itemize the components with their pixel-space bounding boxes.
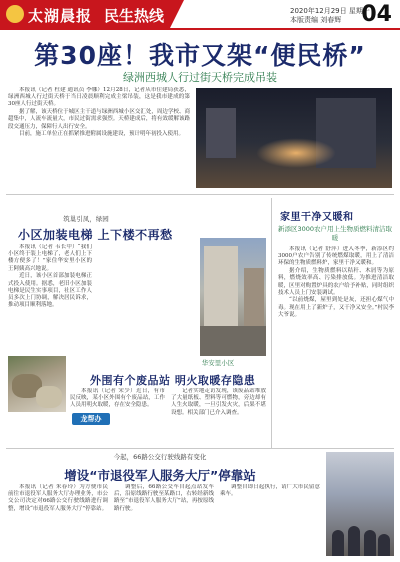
bottom-story-kicker: 今起，66路公交行驶线路有变化 (113, 453, 207, 461)
bridge-night-photo (196, 88, 392, 188)
section-divider-bottom (6, 448, 394, 449)
bottom-story-title: 增设“市退役军人服务大厅”停靠站 (64, 468, 256, 483)
mid-story-paragraph: 本报讯（记者 宋少）近日，有市民反映，某小区外围有个废品站，工作人员用明火取暖，存在安全隐患。 (70, 388, 165, 409)
mid-story-title: 外围有个废品站 明火取暖存隐患 (90, 374, 256, 387)
section-name: 民生热线 (104, 7, 165, 25)
help-column-badge: 龙帮办 (72, 413, 110, 425)
right-story-title: 家里干净又暖和 (280, 212, 354, 223)
lead-paragraph: 目前，施工单位正在抓紧推进附属设施建设，预计明年初投入使用。 (19, 131, 185, 138)
right-story-paragraph: 本报讯（记者 舒萍）进入冬季，新添区约3000户农户告别了传统燃煤取暖，用上了清洁环保的生物质燃料炉，家里干净又暖和。 (278, 246, 394, 267)
masthead (0, 0, 400, 28)
page-number: 04 (361, 2, 392, 27)
left-story-kicker: 筑巢引凤，绿园 (63, 215, 109, 223)
left-story-title: 小区加装电梯 上下楼不再愁 (18, 228, 173, 242)
newspaper-logo: 太湖晨报 (28, 7, 93, 25)
issue-date (290, 7, 370, 25)
section-divider (6, 194, 394, 195)
lead-subhead: 绿洲西城人行过街天桥完成吊装 (123, 71, 277, 84)
bottom-story-paragraph: 本报讯（记者 朱春玲）为方便市民前往市退役军人服务大厅办理业务，市公交公司决定对66路公交行驶线路进行调整，增设“市退役军人服务大厅”停靠站。 (8, 484, 108, 512)
newspaper-logo-icon (6, 5, 24, 23)
left-story-body (8, 244, 92, 344)
right-story-paragraph: “以前烧煤，屋里到处是灰，还担心煤气中毒。现在用上了新炉子，又干净又安全。”村民李大爷说。 (278, 297, 394, 318)
left-story-caption: 华安里小区 (201, 359, 235, 367)
lead-paragraph: 本报讯（记者 杜建 通讯员 李娜）12月28日，记者从市住建局获悉，绿洲西城人行过街天桥于当日凌晨顺利完成主梁吊装，这是我市建成的第30座人行过街天桥。 (8, 87, 190, 108)
left-story-paragraph: 近日，该小区首部加装电梯正式投入使用。据悉，老旧小区加装电梯是民生实事项目，社区工作人员多次上门协调，解决居民诉求，推动项目顺利落地。 (8, 273, 92, 309)
left-story-paragraph: 本报讯（记者 韦长中）“我们小区终于装上电梯了，老人们上下楼方便多了！”家住华安里小区的王阿姨高兴地说。 (8, 244, 92, 272)
lead-paragraph: 据了解，该天桥位于城区主干道与绿洲西城小区交汇处，周边学校、商超集中，人流车流量大，市民过街需求强烈。天桥建成后，将有效缓解该路段交通压力，保障行人出行安全。 (8, 109, 190, 130)
mid-story-paragraph: 记者实地走访发现，该废品站堆放了大量纸板、塑料等可燃物，旁边却有人生火取暖，一旦引发火灾，后果不堪设想。相关部门已介入调查。 (171, 388, 266, 416)
masthead-red-band (0, 0, 170, 28)
scrap-pile-photo (8, 356, 66, 412)
issue-date-line: 2020年12月29日 星期一 (290, 7, 370, 15)
lead-article-body (8, 87, 190, 189)
masthead-rule (0, 28, 400, 30)
service-hall-photo (326, 452, 394, 556)
elevator-building-photo (200, 238, 266, 356)
bottom-story-paragraph: 调整自即日起执行，请广大市民留意乘车。 (220, 484, 320, 498)
right-story-paragraph: 据介绍，生物质燃料以秸秆、木屑等为原料，燃烧效率高、污染排放低。为推进清洁取暖，区里对购置炉具的农户给予补贴，同时组织技术人员上门安装调试。 (278, 268, 394, 296)
issue-editor-line: 本版责编 刘春辉 (290, 16, 342, 24)
right-story-body (278, 246, 394, 446)
right-story-subtitle: 新添区3000农户用上生物质燃料清洁取暖 (277, 225, 393, 242)
bottom-story-body (8, 484, 320, 558)
lead-headline: 第30座！我市又架“便民桥” (34, 41, 366, 70)
column-divider (271, 198, 272, 448)
bottom-story-paragraph: 调整后，66路公交车自起点站发车后，沿原线路行驶至某路口，右转经新线路至“市退役军人服务大厅”站，再按原线路行驶。 (114, 484, 214, 512)
